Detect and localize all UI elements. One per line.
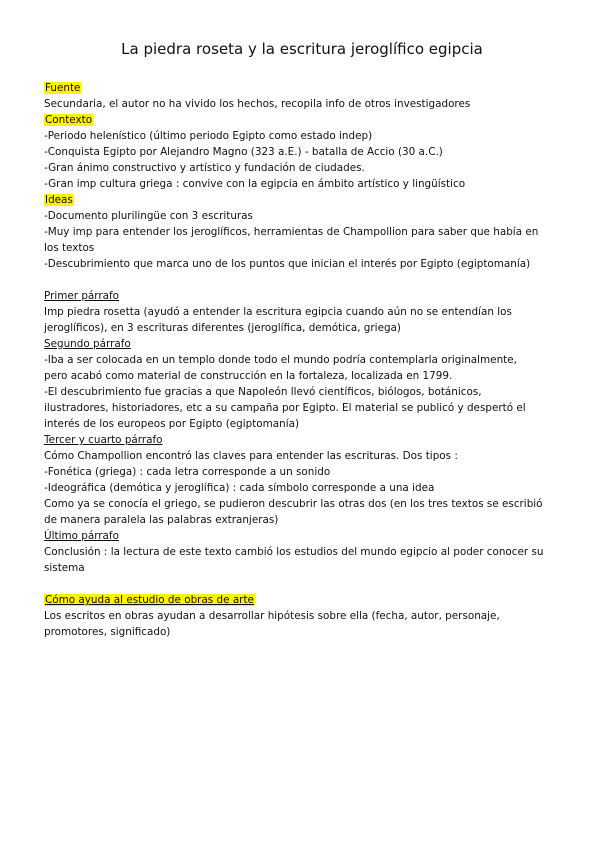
tercero-line: -Fonética (griega) : cada letra corresponde a un sonido [44, 466, 331, 478]
heading-segundo-parrafo: Segundo párrafo [44, 338, 131, 350]
document-title: La piedra roseta y la escritura jeroglífico egipcia [121, 40, 483, 58]
contexto-line: -Gran imp cultura griega : convive con la egipcia en ámbito artístico y lingüístico [44, 178, 466, 190]
primer-line: jeroglíficos), en 3 escrituras diferentes (jeroglífica, demótica, griega) [44, 322, 401, 334]
segundo-line: -Iba a ser colocada en un templo donde todo el mundo podría contemplarla originalmente, [44, 354, 517, 366]
tercero-line: de manera paralela las palabras extranjeras) [44, 514, 279, 526]
ideas-line: los textos [44, 242, 95, 254]
fuente-line: Secundaria, el autor no ha vivido los hechos, recopila info de otros investigadores [44, 98, 471, 110]
document-page [44, 40, 560, 640]
ultimo-line: Conclusión : la lectura de este texto cambió los estudios del mundo egipcio al poder conocer su [44, 546, 544, 558]
contexto-line: -Periodo helenístico (último periodo Egipto como estado indep) [44, 130, 373, 142]
spacer [44, 576, 560, 592]
segundo-line: pero acabó como material de construcción en la fortaleza, localizada en 1799. [44, 370, 453, 382]
segundo-line: -El descubrimiento fue gracias a que Napoleón llevó científicos, biólogos, botánicos, [44, 386, 482, 398]
heading-ideas: Ideas [45, 194, 73, 206]
ideas-line: -Descubrimiento que marca uno de los puntos que inician el interés por Egipto (egiptomanía) [44, 258, 531, 270]
ultimo-line: sistema [44, 562, 85, 574]
heading-ultimo-parrafo: Último párrafo [44, 530, 119, 542]
document-body [44, 80, 560, 640]
contexto-line: -Gran ánimo constructivo y artístico y fundación de ciudades. [44, 162, 365, 174]
tercero-line: Cómo Champollion encontró las claves para entender las escrituras. Dos tipos : [44, 450, 458, 462]
spacer [44, 272, 560, 288]
contexto-line: -Conquista Egipto por Alejandro Magno (323 a.E.) - batalla de Accio (30 a.C.) [44, 146, 443, 158]
arte-line: promotores, significado) [44, 626, 171, 638]
tercero-line: Como ya se conocía el griego, se pudieron descubrir las otras dos (en los tres textos se escribió [44, 498, 543, 510]
ideas-line: -Muy imp para entender los jeroglíficos, herramientas de Champollion para saber que había en [44, 226, 539, 238]
heading-obras-de-arte: Cómo ayuda al estudio de obras de arte [45, 594, 254, 606]
heading-contexto: Contexto [45, 114, 93, 126]
primer-line: Imp piedra rosetta (ayudó a entender la escritura egipcia cuando aún no se entendían los [44, 306, 512, 318]
segundo-line: ilustradores, historiadores, etc a su campaña por Egipto. El material se publicó y despertó el [44, 402, 526, 414]
tercero-line: -Ideográfica (demótica y jeroglífica) : cada símbolo corresponde a una idea [44, 482, 435, 494]
heading-tercer-cuarto-parrafo: Tercer y cuarto párrafo [44, 434, 163, 446]
heading-fuente: Fuente [45, 82, 81, 94]
heading-primer-parrafo: Primer párrafo [44, 290, 120, 302]
arte-line: Los escritos en obras ayudan a desarrollar hipótesis sobre ella (fecha, autor, personaje, [44, 610, 500, 622]
segundo-line: interés de los europeos por Egipto (egiptomanía) [44, 418, 300, 430]
ideas-line: -Documento plurilingüe con 3 escrituras [44, 210, 253, 222]
